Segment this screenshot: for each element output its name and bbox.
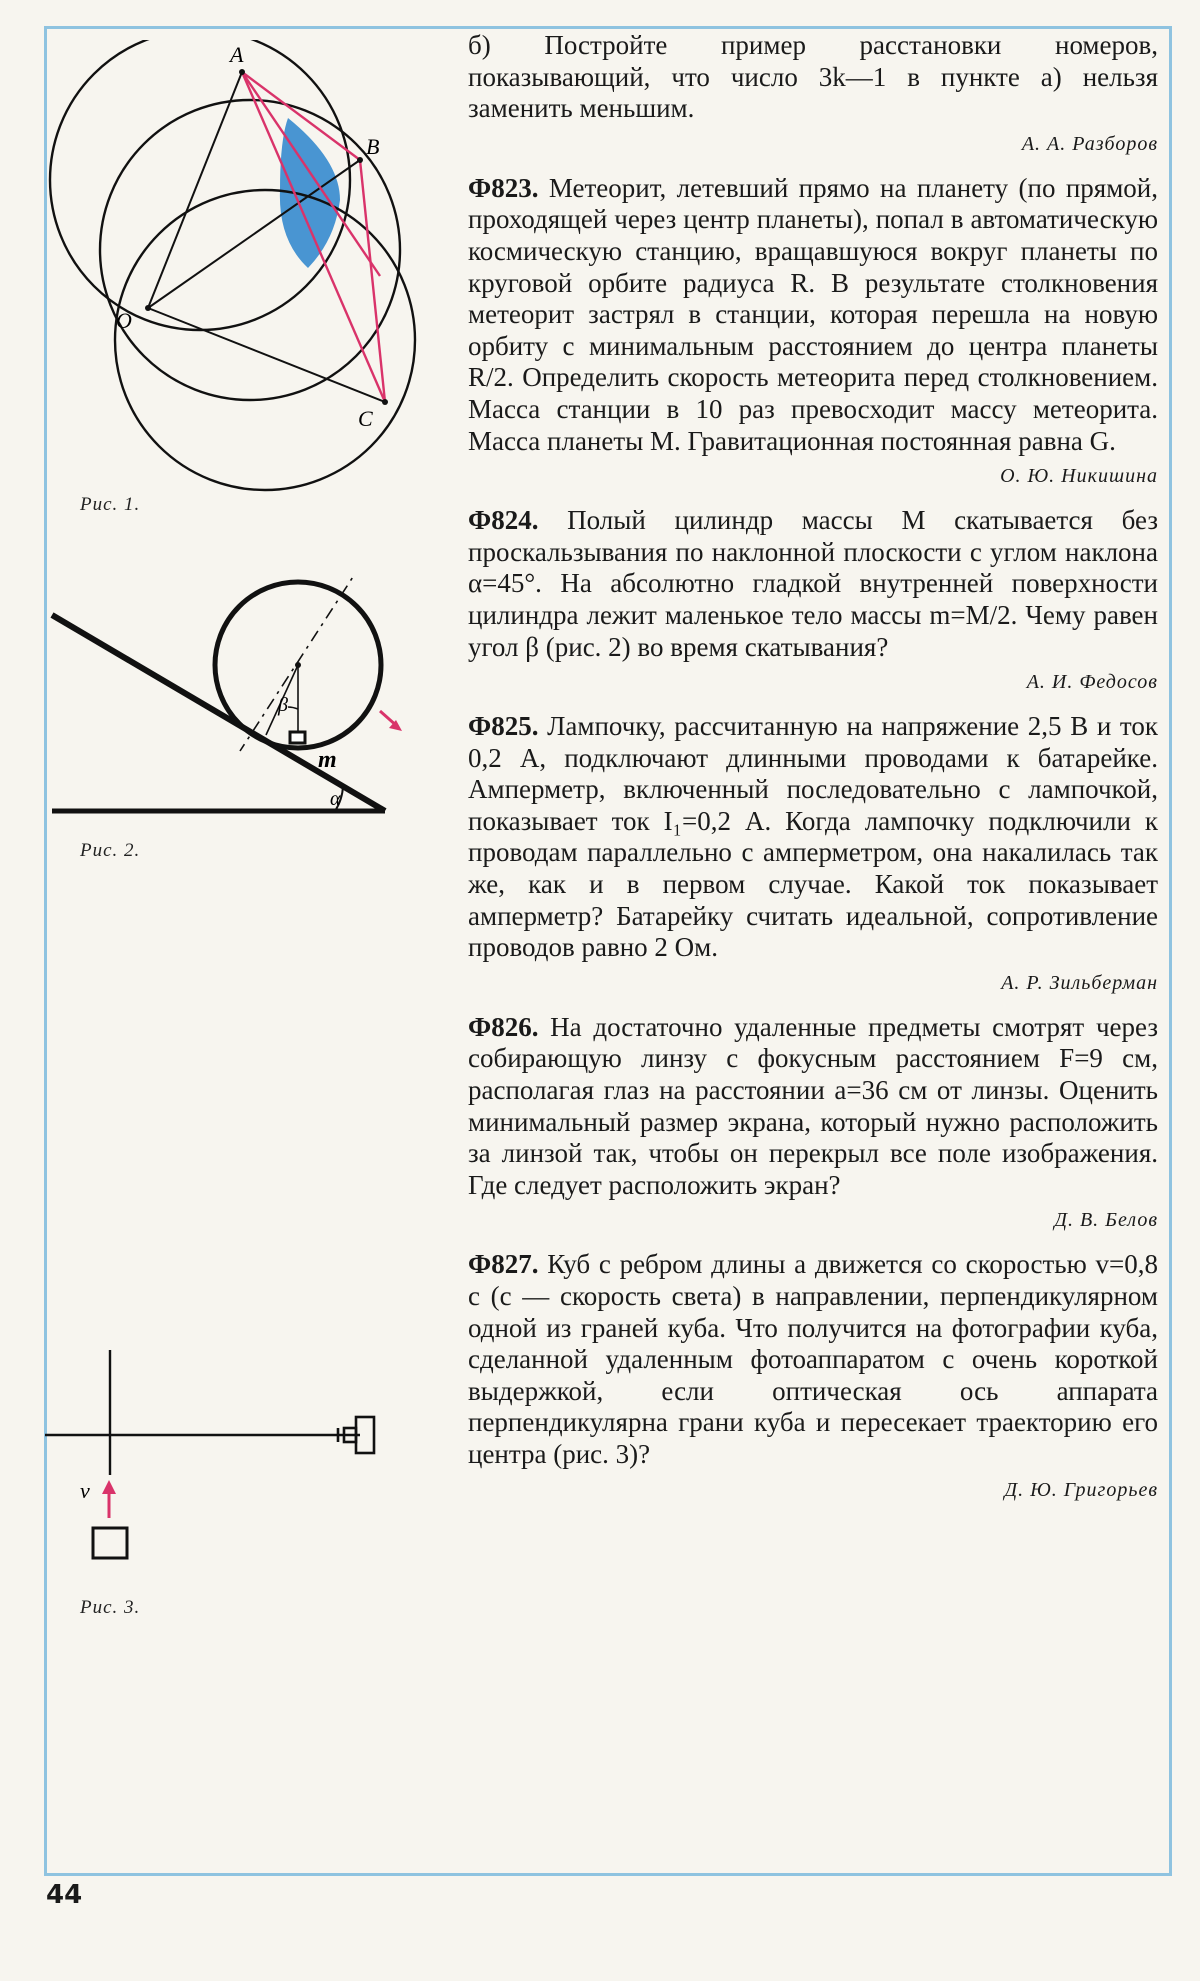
- problem-f823-number: Ф823.: [468, 172, 539, 203]
- label-o: O: [116, 308, 132, 333]
- problem-f826: [468, 1012, 1158, 1236]
- small-body: [290, 732, 305, 743]
- problem-intro-text: б) Постройте пример расстановки номеров, показывающий, что число 3k—1 в пункте а) нельзя заменить меньшим.: [468, 30, 1158, 124]
- problem-f826-author: Д. В. Белов: [1054, 1209, 1158, 1232]
- page-number: 44: [46, 1880, 83, 1910]
- figures-column: [0, 0, 460, 1981]
- label-c: C: [358, 406, 373, 431]
- label-alpha: α: [330, 788, 341, 810]
- problem-f827-author: Д. Ю. Григорьев: [1004, 1478, 1158, 1501]
- problem-f825-author: А. Р. Зильберман: [1001, 971, 1158, 994]
- problem-f825-number: Ф825.: [468, 711, 539, 742]
- figure-1: [40, 40, 420, 510]
- problem-f827-number: Ф827.: [468, 1249, 539, 1280]
- problem-f825-text: Лампочку, рассчитанную на напряжение 2,5 В и ток 0,2 А, подключают длинными проводами к батарейке. Амперметр, включенный последовательно с лампочкой, показывает ток I₁=0,2 А. Когда лампочку подключили к проводам параллельно с амперметром, она накалилась так же, как и в первом случае. Какой ток показывает амперметр? Батарейку считать идеальной, сопротивление проводов равно 2 Ом.: [468, 711, 1158, 963]
- label-beta: β: [278, 694, 288, 716]
- problems-column: [468, 30, 1158, 1519]
- problem-f827-text: Куб с ребром длины a движется со скоростью v=0,8 c (c — скорость света) в направлении, перпендикулярном одной из граней куба. Что получится на фотографии куба, сделанной удаленным фотоаппаратом с очень короткой выдержкой, если оптическая ось аппарата перпендикулярна грани куба и пересекает траекторию его центра (рис. 3)?: [468, 1249, 1158, 1469]
- problem-f823: [468, 173, 1158, 491]
- problem-f826-number: Ф826.: [468, 1011, 539, 1042]
- label-m: m: [318, 747, 337, 773]
- figure-3: [40, 1340, 420, 1580]
- problem-f824-author: А. И. Федосов: [1026, 671, 1158, 694]
- cube: [93, 1528, 127, 1558]
- figure-2: [40, 575, 420, 825]
- figure-1-caption: Рис. 1.: [80, 494, 141, 515]
- problem-f823-author: О. Ю. Никишина: [1000, 465, 1158, 488]
- figure-2-caption: Рис. 2.: [80, 840, 141, 861]
- problem-f827: [468, 1249, 1158, 1504]
- figure-3-caption: Рис. 3.: [80, 1597, 141, 1618]
- label-v: v: [80, 1478, 90, 1503]
- problem-f823-text: Метеорит, летевший прямо на планету (по прямой, проходящей через центр планеты), попал в автоматическую космическую станцию, вращавшуюся вокруг планеты по круговой орбите радиуса R. В результате столкновения метеорит застрял в станции, которая перешла на новую орбиту с минимальным расстоянием до центра планеты R/2. Определить скорость метеорита перед столкновением. Масса станции в 10 раз превосходит массу метеорита. Масса планеты M. Гравитационная постоянная равна G.: [468, 172, 1158, 456]
- problem-f825: [468, 711, 1158, 998]
- problem-f824-text: Полый цилиндр массы M скатывается без проскальзывания по наклонной плоскости с углом наклона α=45°. На абсолютно гладкой внутренней поверхности цилиндра лежит маленькое тело массы m=M/2. Чему равен угол β (рис. 2) во время скатывания?: [468, 505, 1159, 662]
- problem-intro-author: А. А. Разборов: [1021, 132, 1158, 155]
- label-b: B: [366, 134, 380, 159]
- problem-f824-number: Ф824.: [468, 505, 539, 536]
- problem-intro: [468, 30, 1158, 159]
- problem-f826-text: На достаточно удаленные предметы смотрят через собирающую линзу с фокусным расстоянием F=9 см, располагая глаз на расстоянии a=36 см от линзы. Оценить минимальный размер экрана, который нужно расположить за линзой так, чтобы он перекрыл все поле изображения. Где следует расположить экран?: [468, 1011, 1158, 1200]
- problem-f824: [468, 505, 1158, 697]
- label-a: A: [230, 42, 244, 67]
